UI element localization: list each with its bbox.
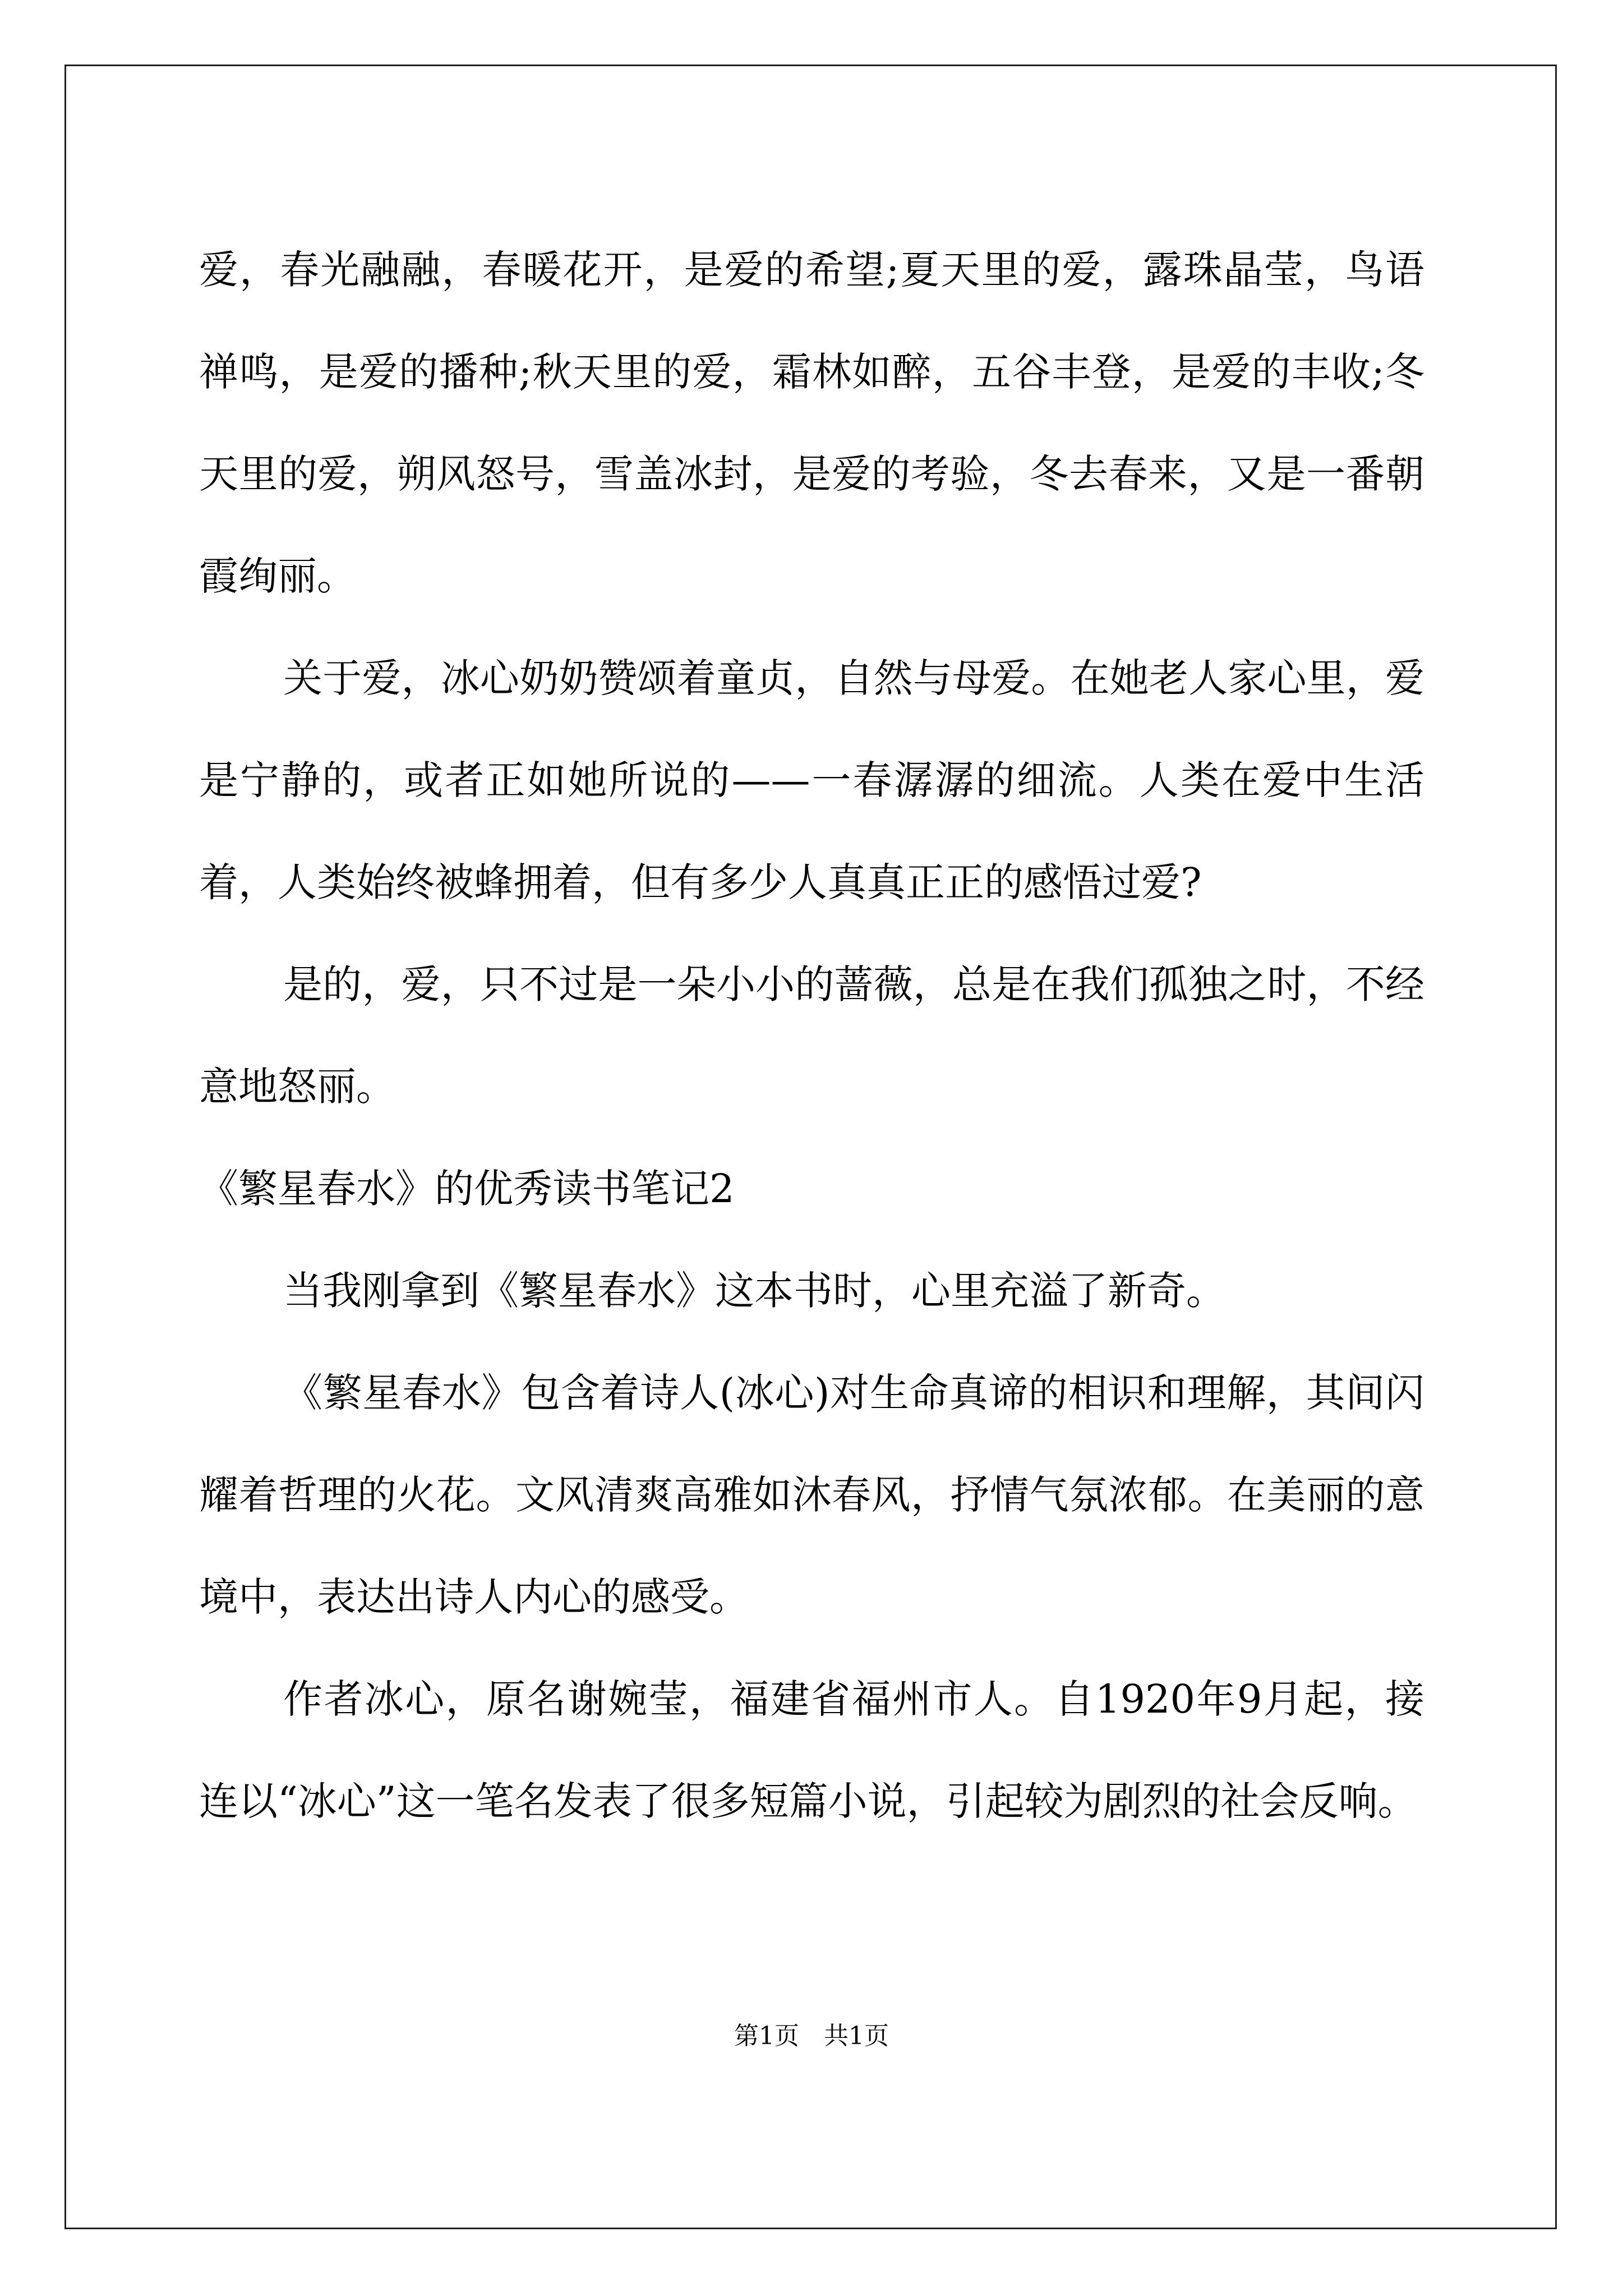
paragraph-rose: 是的，爱，只不过是一朵小小的蔷薇，总是在我们孤独之时，不经意地怒丽。 [199,961,1424,1110]
paragraph-seasons-of-love: 爱，春光融融，春暖花开，是爱的希望;夏天里的爱，露珠晶莹，鸟语禅鸣，是爱的播种;秋天里的爱，霜林如醉，五谷丰登，是爱的丰收;冬天里的爱，朔风怒号，雪盖冰封，是爱的考验，冬去春来，又是一番朝霞绚丽。 [199,247,1424,599]
paragraph-first-impression: 当我刚拿到《繁星春水》这本书时，心里充溢了新奇。 [283,1268,1225,1314]
page-total: 共1页 [824,2022,889,2050]
paragraph-author-bio: 作者冰心，原名谢婉莹，福建省福州市人。自1920年9月起，接连以“冰心”这一笔名发表了很多短篇小说，引起较为剧烈的社会反响。 [199,1676,1424,1824]
page-footer [0,2019,1623,2053]
paragraph-book-summary: 《繁星春水》包含着诗人(冰心)对生命真谛的相识和理解，其间闪耀着哲理的火花。文风清爽高雅如沐春风，抒情气氛浓郁。在美丽的意境中，表达出诗人内心的感受。 [199,1370,1424,1620]
page-number: 第1页 [734,2022,799,2050]
section-heading: 《繁星春水》的优秀读书笔记2 [199,1166,735,1212]
paragraph-about-love: 关于爱，冰心奶奶赞颂着童贞，自然与母爱。在她老人家心里，爱是宁静的，或者正如她所说的——一春潺潺的细流。人类在爱中生活着，人类始终被蜂拥着，但有多少人真真正正的感悟过爱? [199,655,1424,905]
document-body [199,219,1424,1852]
